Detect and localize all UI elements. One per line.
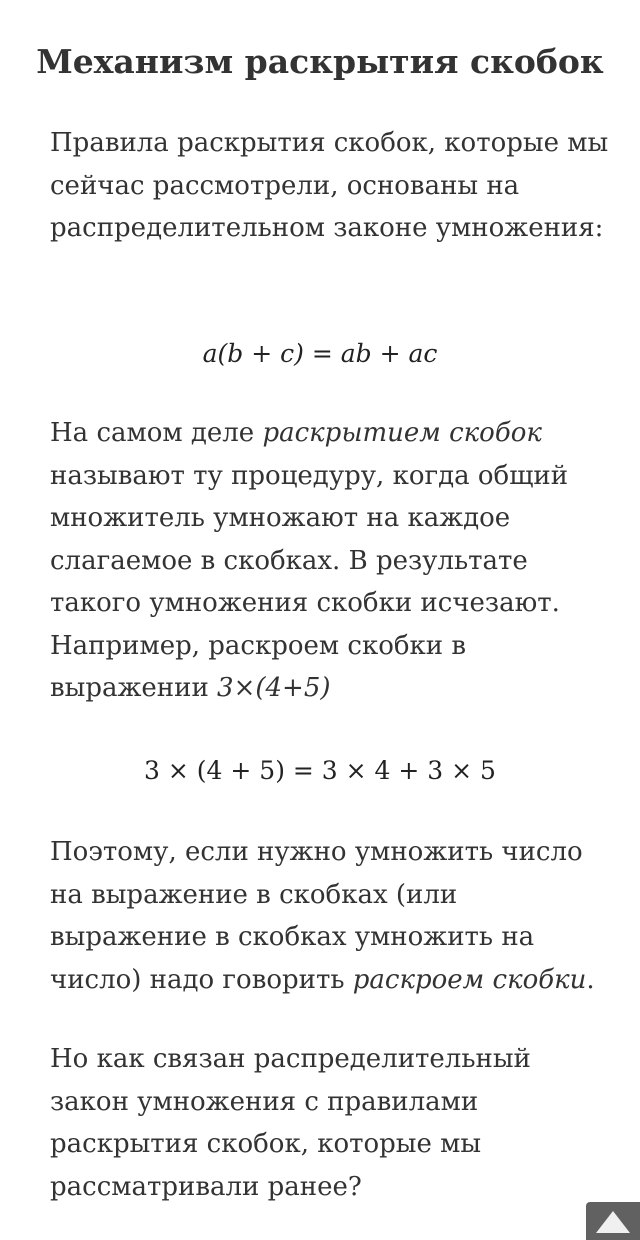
paragraph-conclusion-start: Поэтому, если нужно умножить число на выражение в скобках (или выражение в скобках умножить на число) надо говорить [50, 837, 583, 995]
up-arrow-icon [596, 1211, 630, 1233]
paragraph-conclusion [50, 831, 610, 1001]
paragraph-explanation-start: На самом деле [50, 418, 263, 448]
paragraph-conclusion-end: . [586, 964, 595, 995]
paragraph-explanation-rest: называют ту процедуру, когда общий множитель умножают на каждое слагаемое в скобках. В результате такого умножения скобки исчезают. Например, раскроем скобки в выражении [50, 460, 569, 703]
term-opening-brackets: раскрытием скобок [262, 418, 542, 448]
paragraph-intro: Правила раскрытия скобок, которые мы сейчас рассмотрели, основаны на распределительном законе умножения: [50, 128, 609, 243]
term-open-brackets: раскроем скобки [352, 964, 587, 995]
formula-example: 3 × (4 + 5) = 3 × 4 + 3 × 5 [144, 756, 496, 785]
example-expression: 3×(4+5) [217, 673, 331, 703]
formula-distributive-law: a(b + c) = ab + ac [202, 339, 438, 368]
scroll-to-top-button[interactable] [586, 1202, 640, 1240]
paragraph-question: Но как связан распределительный закон умножения с правилами раскрытия скобок, которые мы рассматривали ранее? [50, 1044, 531, 1202]
paragraph-explanation [50, 412, 610, 710]
page-title: Механизм раскрытия скобок [36, 42, 604, 81]
